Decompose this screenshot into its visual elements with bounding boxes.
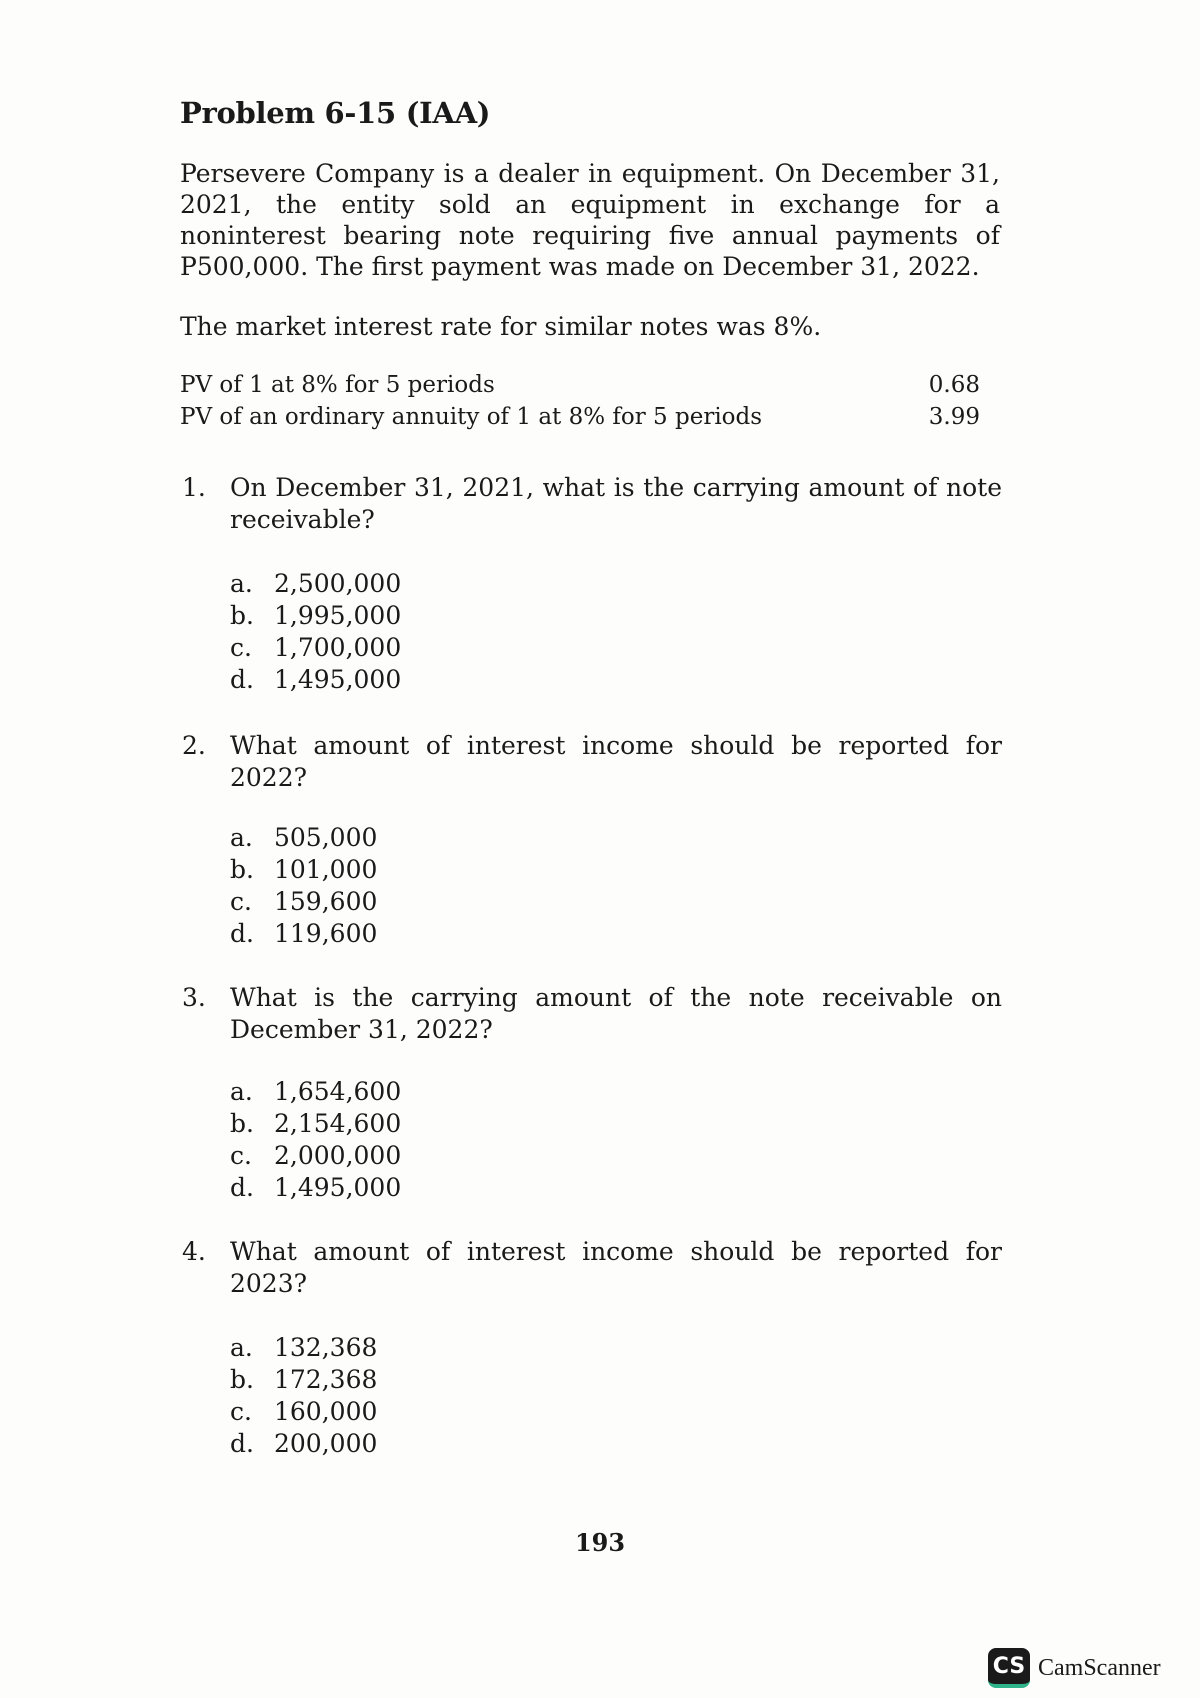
question-text: On December 31, 2021, what is the carrying amount of note receivable? — [230, 473, 1002, 534]
pv-table-row — [180, 372, 980, 398]
option-text: 132,368 — [274, 1333, 378, 1362]
question-text: What amount of interest income should be reported for 2023? — [230, 1237, 1002, 1298]
question-number: 2. — [182, 731, 206, 760]
option-item — [230, 568, 401, 600]
question-4 — [182, 1236, 1002, 1300]
pv-label: PV of an ordinary annuity of 1 at 8% for 5 periods — [180, 404, 763, 430]
option-item — [230, 1396, 377, 1428]
option-text: 200,000 — [274, 1429, 378, 1458]
option-item — [230, 664, 401, 696]
market-rate-statement: The market interest rate for similar notes was 8%. — [180, 312, 822, 341]
option-letter: c. — [230, 1397, 252, 1426]
pv-table-row — [180, 404, 980, 430]
question-3-options — [230, 1076, 401, 1204]
option-item — [230, 600, 401, 632]
option-text: 1,495,000 — [274, 1173, 402, 1202]
option-item — [230, 1076, 401, 1108]
question-2 — [182, 730, 1002, 794]
option-item — [230, 1108, 401, 1140]
option-text: 2,500,000 — [274, 569, 402, 598]
question-number: 4. — [182, 1237, 206, 1266]
option-text: 159,600 — [274, 887, 378, 916]
option-text: 2,000,000 — [274, 1141, 402, 1170]
question-4-options — [230, 1332, 377, 1460]
page-number: 193 — [574, 1528, 626, 1557]
option-item — [230, 1332, 377, 1364]
option-item — [230, 854, 377, 886]
option-text: 160,000 — [274, 1397, 378, 1426]
option-item — [230, 632, 401, 664]
option-letter: b. — [230, 855, 254, 884]
pv-value: 0.68 — [928, 372, 980, 398]
option-item — [230, 1364, 377, 1396]
question-text: What is the carrying amount of the note receivable on December 31, 2022? — [230, 983, 1002, 1044]
option-letter: a. — [230, 1077, 253, 1106]
question-text: What amount of interest income should be reported for 2022? — [230, 731, 1002, 792]
option-letter: a. — [230, 1333, 253, 1362]
option-text: 1,495,000 — [274, 665, 402, 694]
problem-title: Problem 6-15 (IAA) — [180, 96, 491, 130]
option-letter: c. — [230, 887, 252, 916]
option-item — [230, 1428, 377, 1460]
question-1 — [182, 472, 1002, 536]
option-text: 1,995,000 — [274, 601, 402, 630]
option-item — [230, 822, 377, 854]
option-letter: a. — [230, 823, 253, 852]
question-3 — [182, 982, 1002, 1046]
option-letter: a. — [230, 569, 253, 598]
option-item — [230, 886, 377, 918]
option-letter: c. — [230, 633, 252, 662]
option-letter: b. — [230, 1109, 254, 1138]
option-text: 505,000 — [274, 823, 378, 852]
option-letter: b. — [230, 601, 254, 630]
option-text: 1,700,000 — [274, 633, 402, 662]
option-item — [230, 918, 377, 950]
question-2-options — [230, 822, 377, 950]
option-letter: d. — [230, 1429, 254, 1458]
option-letter: b. — [230, 1365, 254, 1394]
option-text: 1,654,600 — [274, 1077, 402, 1106]
pv-label: PV of 1 at 8% for 5 periods — [180, 372, 495, 398]
camscanner-logo-icon: CS — [988, 1648, 1030, 1688]
option-text: 101,000 — [274, 855, 378, 884]
option-text: 2,154,600 — [274, 1109, 402, 1138]
option-letter: d. — [230, 665, 254, 694]
option-text: 172,368 — [274, 1365, 378, 1394]
camscanner-watermark — [988, 1648, 1161, 1688]
option-letter: d. — [230, 1173, 254, 1202]
problem-intro: Persevere Company is a dealer in equipment. On December 31, 2021, the entity sold an equipment in exchange for a noninterest bearing note requiring five annual payments of P500,000. The first payment was made on December 31, 2022. — [180, 159, 1000, 281]
question-1-options — [230, 568, 401, 696]
option-item — [230, 1140, 401, 1172]
option-item — [230, 1172, 401, 1204]
question-number: 3. — [182, 983, 206, 1012]
pv-value: 3.99 — [928, 404, 980, 430]
camscanner-label: CamScanner — [1038, 1654, 1161, 1681]
option-letter: c. — [230, 1141, 252, 1170]
question-number: 1. — [182, 473, 206, 502]
option-letter: d. — [230, 919, 254, 948]
option-text: 119,600 — [274, 919, 378, 948]
